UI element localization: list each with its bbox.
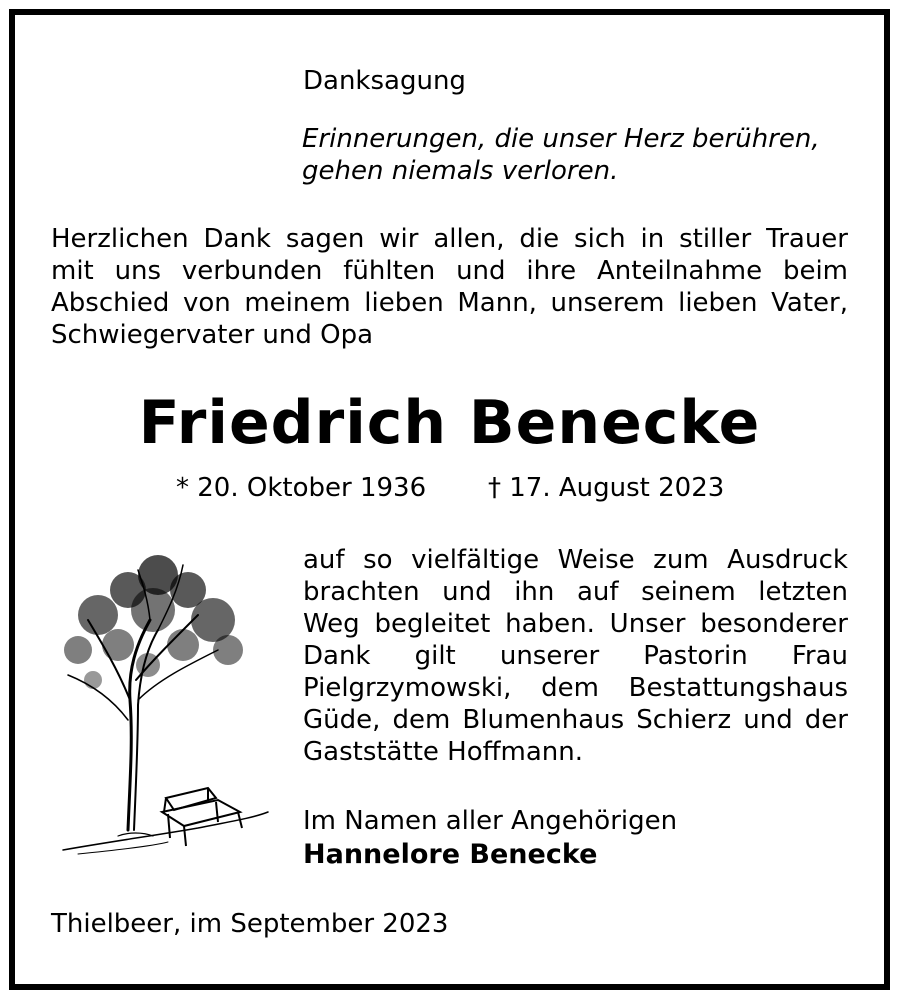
body-line: Dank gilt unserer Pastorin Frau (303, 641, 848, 671)
tree-and-bench-icon (58, 550, 273, 860)
intro-line: Abschied von meinem lieben Mann, unserem lieben Vater, (51, 288, 848, 318)
body-line: Güde, dem Blumenhaus Schierz und der (303, 705, 848, 735)
death-date: † 17. August 2023 (488, 473, 725, 503)
body-line: brachten und ihn auf seinem letzten (303, 577, 848, 607)
signer-name: Hannelore Benecke (303, 839, 598, 870)
body-line: Pielgrzymowski, dem Bestattungshaus (303, 673, 848, 703)
body-line: Gaststätte Hoffmann. (303, 737, 583, 767)
quote-line-1: Erinnerungen, die unser Herz berühren, (302, 124, 820, 154)
signature-preface: Im Namen aller Angehörigen (303, 806, 678, 836)
intro-line: Schwiegervater und Opa (51, 320, 374, 350)
notice-heading: Danksagung (303, 66, 466, 96)
intro-line: Herzlichen Dank sagen wir allen, die sich in stiller Trauer (51, 224, 848, 254)
body-line: auf so vielfältige Weise zum Ausdruck (303, 545, 848, 575)
place-date: Thielbeer, im September 2023 (51, 909, 449, 939)
birth-date: * 20. Oktober 1936 (176, 473, 427, 503)
deceased-name: Friedrich Benecke (138, 388, 761, 458)
quote-line-2: gehen niemals verloren. (302, 156, 619, 186)
intro-line: mit uns verbunden fühlten und ihre Anteilnahme beim (51, 256, 848, 286)
body-line: Weg begleitet haben. Unser besonderer (303, 609, 848, 639)
